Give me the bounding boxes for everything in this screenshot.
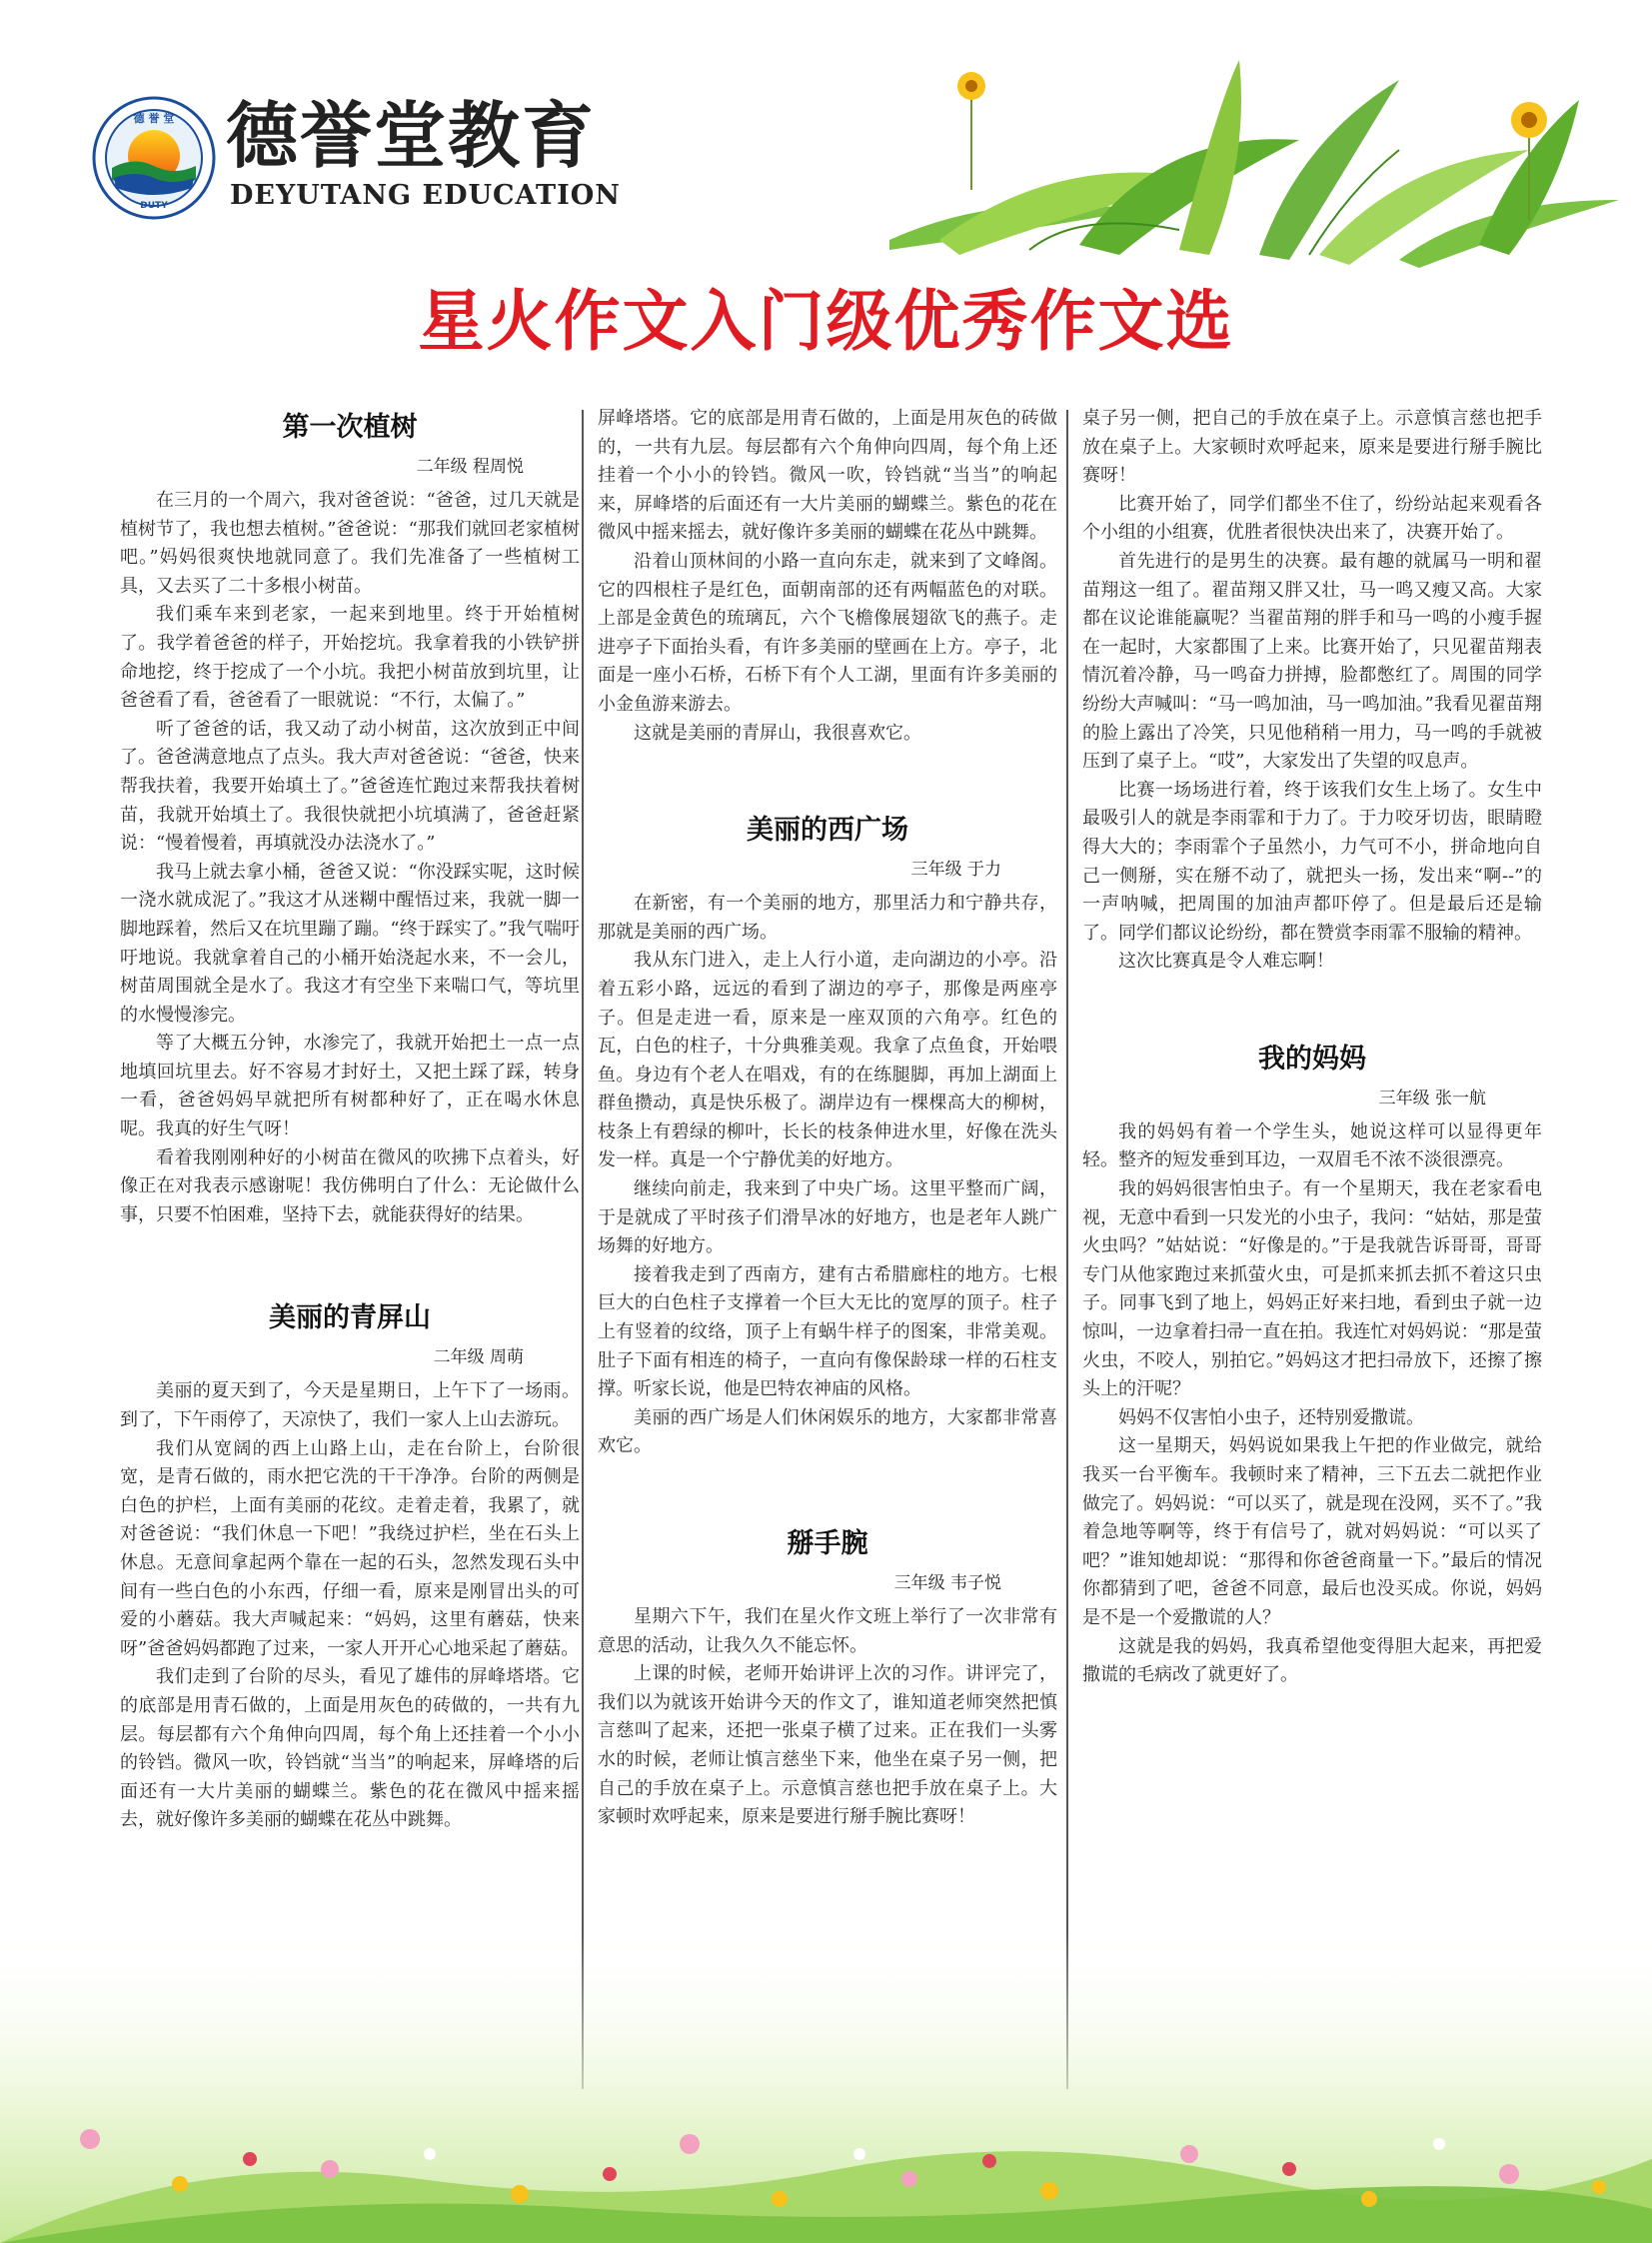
article-title: 我的妈妈 [1258, 1043, 1366, 1075]
article-paragraph: 我们走到了台阶的尽头，看见了雄伟的屏峰塔塔。它的底部是用青石做的，上面是用灰色的砖做的，一共有九层。每层都有六个角伸向四周，每个角上还挂着一个小小的铃铛。微风一吹，铃铛就“当当”的响起来，屏峰塔的后面还有一大片美丽的蝴蝶兰。紫色的花在微风中摇来摇去，就好像许多美丽的蝴蝶在花丛中跳舞。 [120, 1666, 580, 1831]
article-paragraph: 我的妈妈很害怕虫子。有一个星期天，我在老家看电视，无意中看到一只发光的小虫子，我问：“姑姑，那是萤火虫吗？”姑姑说：“好像是的。”于是我就告诉哥哥，哥哥专门从他家跑过来抓萤火虫，可是抓来抓去抓不着这只虫子。同事飞到了地上，妈妈正好来扫地，看到虫子就一边惊叫，一边拿着扫帚一直在拍。我连忙对妈妈说：“那是萤火虫，不咬人，别拍它。”妈妈这才把扫帚放下，还擦了擦头上的汗呢？ [1082, 1178, 1542, 1400]
brand-logo-icon [92, 96, 216, 220]
article-arm-wrestling [598, 1521, 1057, 1832]
article-paragraph: 看着我刚刚种好的小树苗在微风的吹拂下点着头，好像正在对我表示感谢呢！我仿佛明白了什么：无论做什么事，只要不怕困难，坚持下去，就能获得好的结果。 [120, 1146, 580, 1225]
article-paragraph: 这一星期天，妈妈说如果我上午把的作业做完，就给我买一台平衡车。我顿时来了精神，三下五去二就把作业做完了。妈妈说：“可以买了，就是现在没网，买不了。”我着急地等啊等，终于有信号了，就对妈妈说：“可以买了吧？”谁知她却说：“那得和你爸爸商量一下。”最后的情况你都猜到了吧，爸爸不同意，最后也没买成。你说，妈妈是不是一个爱撒谎的人？ [1082, 1435, 1542, 1628]
decorative-flowers-icon [0, 1929, 1652, 2243]
column-2 [598, 405, 1057, 1832]
article-paragraph: 等了大概五分钟，水渗完了，我就开始把土一点一点地填回坑里去。好不容易才封好土，又把土踩了踩，转身一看，爸爸妈妈早就把所有树都种好了，正在喝水休息呢。我真的好生气呀！ [120, 1033, 580, 1140]
logo-bottom-text: DUTY [140, 201, 168, 211]
logo-top-text: 德 誉 堂 [133, 112, 175, 125]
article-paragraph: 我马上就去拿小桶，爸爸又说：“你没踩实呢，这时候一浇水就成泥了。”我这才从迷糊中醒悟过来，我就一脚一脚地踩着，然后又在坑里蹦了蹦。“终于踩实了。”我气喘吁吁地说。我就拿着自己的小桶开始浇起水来，不一会儿，树苗周围就全是水了。我这才有空坐下来喘口气，等坑里的水慢慢渗完。 [120, 861, 580, 1026]
article-paragraph: 沿着山顶林间的小路一直向东走，就来到了文峰阁。它的四根柱子是红色，面朝南部的还有两幅蓝色的对联。上部是金黄色的琉璃瓦，六个飞檐像展翅欲飞的燕子。走进亭子下面抬头看，有许多美丽的壁画在上方。亭子，北面是一座小石桥，石桥下有个人工湖，里面有许多美丽的小金鱼游来游去。 [598, 550, 1057, 715]
article-paragraph: 星期六下午，我们在星火作文班上举行了一次非常有意思的活动，让我久久不能忘怀。 [598, 1606, 1057, 1656]
article-author: 三年级 张一航 [1378, 1088, 1486, 1109]
article-paragraph: 我从东门进入，走上人行小道，走向湖边的小亭。沿着五彩小路，远远的看到了湖边的亭子，那像是两座亭子。但是走进一看，原来是一座双顶的六角亭。红色的瓦，白色的柱子，十分典雅美观。我拿了点鱼食，开始喂鱼。身边有个老人在唱戏，有的在练腿脚，再加上湖面上群鱼攒动，真是快乐极了。湖岸边有一棵棵高大的柳树，枝条上有碧绿的柳叶，长长的枝条伸进水里，好像在洗头发一样。真是一个宁静优美的好地方。 [598, 950, 1057, 1171]
page-title: 星火作文入门级优秀作文选 [418, 283, 1234, 360]
article-paragraph: 比赛开始了，同学们都坐不住了，纷纷站起来观看各个小组的小组赛，优胜者很快决出来了，决赛开始了。 [1082, 493, 1542, 544]
column-divider [1066, 410, 1068, 2089]
brand-name-cn: 德誉堂教育 [226, 94, 597, 178]
article-author: 二年级 程周悦 [416, 457, 524, 477]
article-paragraph: 这就是美丽的青屏山，我很喜欢它。 [634, 722, 921, 744]
article-paragraph: 美丽的西广场是人们休闲娱乐的地方，大家都非常喜欢它。 [598, 1406, 1057, 1457]
article-paragraph: 我的妈妈有着一个学生头，她说这样可以显得更年轻。整齐的短发垂到耳边，一双眉毛不浓不淡很漂亮。 [1082, 1121, 1542, 1171]
article-paragraph: 在三月的一个周六，我对爸爸说：“爸爸，过几天就是植树节了，我也想去植树。”爸爸说：“那我们就回老家植树吧。”妈妈很爽快地就同意了。我们先准备了一些植树工具，又去买了二十多根小树苗。 [120, 490, 580, 597]
article-paragraph: 这就是我的妈妈，我真希望他变得胆大起来，再把爱撒谎的毛病改了就更好了。 [1082, 1635, 1542, 1686]
article-title: 美丽的青屏山 [269, 1302, 431, 1334]
article-paragraph: 我们乘车来到老家，一起来到地里。终于开始植树了。我学着爸爸的样子，开始挖坑。我拿着我的小铁铲拼命地挖，终于挖成了一个小坑。我把小树苗放到坑里，让爸爸看了看，爸爸看了一眼就说：“不行，太偏了。” [120, 604, 580, 712]
article-west-square [598, 808, 1057, 1461]
article-qingping-mountain [120, 1295, 580, 1831]
decorative-leaves-icon [879, 40, 1639, 270]
article-title: 掰手腕 [787, 1528, 868, 1559]
article-author: 二年级 周萌 [433, 1347, 524, 1368]
article-paragraph: 在新密，有一个美丽的地方，那里活力和宁静共存，那就是美丽的西广场。 [598, 893, 1057, 943]
article-paragraph: 美丽的夏天到了，今天是星期日，上午下了一场雨。到了，下午雨停了，天凉快了，我们一家人上山去游玩。 [120, 1380, 580, 1431]
article-paragraph: 接着我走到了西南方，建有古希腊廊柱的地方。七根巨大的白色柱子支撑着一个巨大无比的宽厚的顶子。柱子上有竖着的纹络，顶子上有蜗牛样子的图案，非常美观。肚子下面有相连的椅子，一直向有像保龄球一样的石柱支撑。听家长说，他是巴特农神庙的风格。 [598, 1263, 1057, 1400]
article-my-mother [1082, 1037, 1542, 1690]
column-3 [1082, 405, 1542, 1690]
article-paragraph: 首先进行的是男生的决赛。最有趣的就属马一明和翟苗翔这一组了。翟苗翔又胖又壮，马一鸣又瘦又高。大家都在议论谁能赢呢？当翟苗翔的胖手和马一鸣的小瘦手握在一起时，大家都围了上来。比赛开始了，只见翟苗翔表情沉着冷静，马一鸣奋力拼搏，脸都憋红了。周围的同学纷纷大声喊叫：“马一鸣加油，马一鸣加油。”我看见翟苗翔的脸上露出了冷笑，只见他稍稍一用力，马一鸣的手就被压到了桌子上。“哎”，大家发出了失望的叹息声。 [1082, 550, 1542, 773]
column-1 [120, 405, 580, 1831]
article-paragraph-continued: 屏峰塔塔。它的底部是用青石做的，上面是用灰色的砖做的，一共有九层。每层都有六个角伸向四周，每个角上还挂着一个小小的铃铛。微风一吹，铃铛就“当当”的响起来，屏峰塔的后面还有一大片美丽的蝴蝶兰。紫色的花在微风中摇来摇去，就好像许多美丽的蝴蝶在花丛中跳舞。 [598, 408, 1057, 544]
article-paragraph: 我们从宽阔的西上山路上山，走在台阶上，台阶很宽，是青石做的，雨水把它洗的干干净净。台阶的两侧是白色的护栏，上面有美丽的花纹。走着走着，我累了，就对爸爸说：“我们休息一下吧！”我绕过护栏，坐在石头上休息。无意间拿起两个靠在一起的石头，忽然发现石头中间有一些白色的小东西，仔细一看，原来是刚冒出头的可爱的小蘑菇。我大声喊起来：“妈妈，这里有蘑菇，快来呀”爸爸妈妈都跑了过来，一家人开开心心地采起了蘑菇。 [120, 1437, 580, 1659]
article-title: 第一次植树 [282, 412, 418, 443]
page-header [0, 0, 1652, 250]
article-author: 三年级 韦子悦 [893, 1573, 1001, 1593]
article-author: 三年级 于力 [910, 860, 1001, 881]
article-paragraph-continued: 桌子另一侧，把自己的手放在桌子上。示意慎言慈也把手放在桌子上。大家顿时欢呼起来，原来是要进行掰手腕比赛呀！ [1082, 408, 1542, 487]
article-paragraph: 上课的时候，老师开始讲评上次的习作。讲评完了，我们以为就该开始讲今天的作文了，谁知道老师突然把慎言慈叫了起来，还把一张桌子横了过来。正在我们一头雾水的时候，老师让慎言慈坐下来，他坐在桌子另一侧，把自己的手放在桌子上。示意慎言慈也把手放在桌子上。大家顿时欢呼起来，原来是要进行掰手腕比赛呀！ [598, 1663, 1057, 1828]
article-paragraph: 继续向前走，我来到了中央广场。这里平整而广阔，于是就成了平时孩子们滑旱冰的好地方，也是老年人跳广场舞的好地方。 [598, 1178, 1057, 1257]
article-paragraph: 听了爸爸的话，我又动了动小树苗，这次放到正中间了。爸爸满意地点了点头。我大声对爸爸说：“爸爸，快来帮我扶着，我要开始填土了。”爸爸连忙跑过来帮我扶着树苗，我就开始填土了。我很快就把小坑填满了，爸爸赶紧说：“慢着慢着，再填就没办法浇水了。” [120, 718, 580, 855]
article-paragraph: 比赛一场场进行着，终于该我们女生上场了。女生中最吸引人的就是李雨霏和于力了。于力咬牙切齿，眼睛瞪得大大的；李雨霏个子虽然小，力气可不小，拼命地向自己一侧掰，实在掰不动了，就把头一扬，发出来“啊--”的一声呐喊，把周围的加油声都吓停了。但是最后还是输了。同学们都议论纷纷，都在赞赏李雨霏不服输的精神。 [1082, 779, 1542, 944]
column-divider [582, 410, 584, 2089]
article-title: 美丽的西广场 [747, 815, 908, 847]
article-paragraph: 这次比赛真是令人难忘啊！ [1118, 951, 1334, 973]
article-paragraph: 妈妈不仅害怕小虫子，还特别爱撒谎。 [1118, 1406, 1424, 1428]
brand-name-en: DEYUTANG EDUCATION [230, 180, 621, 211]
article-first-planting [120, 405, 580, 1229]
